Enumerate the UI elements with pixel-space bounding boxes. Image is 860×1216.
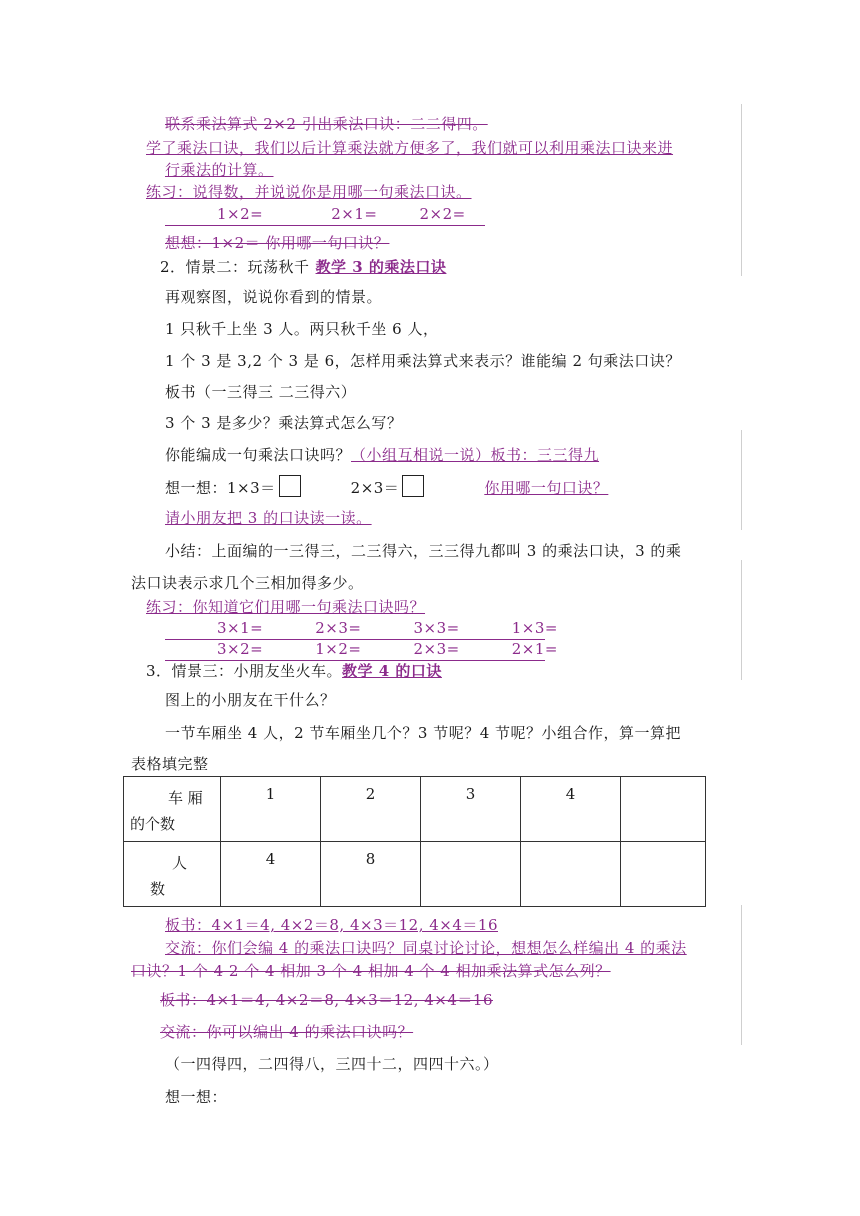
table-row bbox=[124, 842, 706, 907]
deleted-line: 想想：1×2＝ 你用哪一句口诀？ bbox=[165, 234, 390, 252]
exercise-heading: 练习：说得数，并说说你是用哪一句乘法口诀。 bbox=[146, 183, 472, 201]
section-topic: 教学 3 的乘法口诀 bbox=[315, 258, 447, 276]
think-line bbox=[165, 475, 608, 499]
exercise-item: 1×2= bbox=[315, 640, 362, 658]
paragraph-line: 再观察图，说说你看到的情景。 bbox=[165, 288, 383, 306]
inserted-line: 交流：你们会编 4 的乘法口诀吗？同桌讨论讨论，想想怎么样编出 4 的乘法 bbox=[165, 939, 687, 957]
deleted-line: 联系乘法算式 2×2 引出乘法口诀：二二得四。 bbox=[165, 115, 488, 133]
question-text: 你能编成一句乘法口诀吗？ bbox=[165, 446, 352, 464]
exercise-row bbox=[165, 617, 558, 640]
table-header-cell: 人 数 bbox=[124, 842, 221, 907]
exercise-item: 3×2= bbox=[217, 640, 264, 658]
table-cell bbox=[621, 842, 706, 907]
exercise-item: 2×1= bbox=[511, 640, 558, 658]
answer-box bbox=[279, 475, 301, 497]
table-cell: 3 bbox=[421, 777, 521, 842]
paragraph-line: 法口诀表示求几个三相加得多少。 bbox=[131, 574, 364, 592]
paragraph-line: 1 个 3 是 3,2 个 3 是 6，怎样用乘法算式来表示？谁能编 2 句乘法口诀？ bbox=[165, 352, 681, 370]
inserted-text: （小组互相说一说）板书：三三得九 bbox=[351, 446, 600, 464]
table-cell bbox=[621, 777, 706, 842]
exercise-item: 2×3= bbox=[413, 640, 460, 658]
table-row bbox=[124, 777, 706, 842]
answer-box bbox=[402, 475, 424, 497]
exercise-item: 2×2= bbox=[419, 205, 466, 223]
paragraph-line: 想一想： bbox=[165, 1088, 228, 1106]
section-title: 2．情景二：玩荡秋千 bbox=[160, 258, 310, 276]
deleted-line: 交流：你可以编出 4 的乘法口诀吗？ bbox=[160, 1023, 414, 1041]
inserted-line: 行乘法的计算。 bbox=[165, 161, 274, 179]
section-topic: 教学 4 的口诀 bbox=[342, 662, 442, 680]
section-title: 3．情景三：小朋友坐火车。 bbox=[146, 662, 343, 680]
table-cell: 8 bbox=[321, 842, 421, 907]
exercise-item: 1×2= bbox=[217, 205, 264, 223]
section-heading bbox=[160, 256, 446, 278]
paragraph-line: 图上的小朋友在干什么？ bbox=[165, 691, 336, 709]
think-prompt: 2×3＝ bbox=[350, 479, 400, 497]
paragraph-line: 小结：上面编的一三得三，二三得六，三三得九都叫 3 的乘法口诀，3 的乘 bbox=[165, 542, 682, 560]
table-header-cell: 车 厢 的个数 bbox=[124, 777, 221, 842]
section-heading bbox=[146, 660, 442, 682]
paragraph-line: 表格填完整 bbox=[131, 755, 209, 773]
revision-margin-bar bbox=[741, 104, 742, 276]
exercise-item: 1×3= bbox=[511, 619, 558, 637]
exercise-item: 2×1= bbox=[331, 205, 378, 223]
table-cell: 2 bbox=[321, 777, 421, 842]
paragraph-line: 一节车厢坐 4 人，2 节车厢坐几个？3 节呢？4 节呢？小组合作，算一算把 bbox=[165, 724, 682, 742]
exercise-row bbox=[165, 203, 485, 226]
paragraph-line: 1 只秋千上坐 3 人。两只秋千坐 6 人， bbox=[165, 320, 439, 338]
inserted-text: 你用哪一句口诀？ bbox=[484, 479, 609, 497]
inserted-line: 请小朋友把 3 的口诀读一读。 bbox=[165, 509, 372, 527]
paragraph-line: （一四得四，二四得八，三四十二，四四十六。） bbox=[165, 1055, 499, 1073]
exercise-item: 3×1= bbox=[217, 619, 264, 637]
table-cell bbox=[521, 842, 621, 907]
deleted-line: 口诀？1 个 4 2 个 4 相加 3 个 4 相加 4 个 4 相加乘法算式怎么列？ bbox=[131, 962, 611, 980]
paragraph-line bbox=[165, 444, 599, 466]
fill-in-table bbox=[123, 776, 706, 907]
table-cell: 4 bbox=[521, 777, 621, 842]
exercise-item: 2×3= bbox=[315, 619, 362, 637]
deleted-line: 板书：4×1＝4, 4×2＝8, 4×3＝12, 4×4＝16 bbox=[160, 991, 493, 1009]
exercise-item: 3×3= bbox=[413, 619, 460, 637]
table-cell: 4 bbox=[221, 842, 321, 907]
revision-margin-bar bbox=[741, 560, 742, 680]
revision-margin-bar bbox=[741, 905, 742, 1045]
table-cell bbox=[421, 842, 521, 907]
inserted-line: 学了乘法口诀，我们以后计算乘法就方便多了，我们就可以利用乘法口诀来进 bbox=[146, 139, 674, 157]
table-cell: 1 bbox=[221, 777, 321, 842]
exercise-heading: 练习：你知道它们用哪一句乘法口诀吗？ bbox=[146, 598, 426, 616]
revision-margin-bar bbox=[741, 430, 742, 530]
exercise-row bbox=[165, 638, 558, 661]
think-prompt: 想一想：1×3＝ bbox=[165, 479, 276, 497]
paragraph-line: 3 个 3 是多少？乘法算式怎么写？ bbox=[165, 414, 403, 432]
inserted-line: 板书：4×1＝4, 4×2＝8, 4×3＝12, 4×4＝16 bbox=[165, 916, 498, 934]
paragraph-line: 板书（一三得三 二三得六） bbox=[165, 383, 357, 401]
